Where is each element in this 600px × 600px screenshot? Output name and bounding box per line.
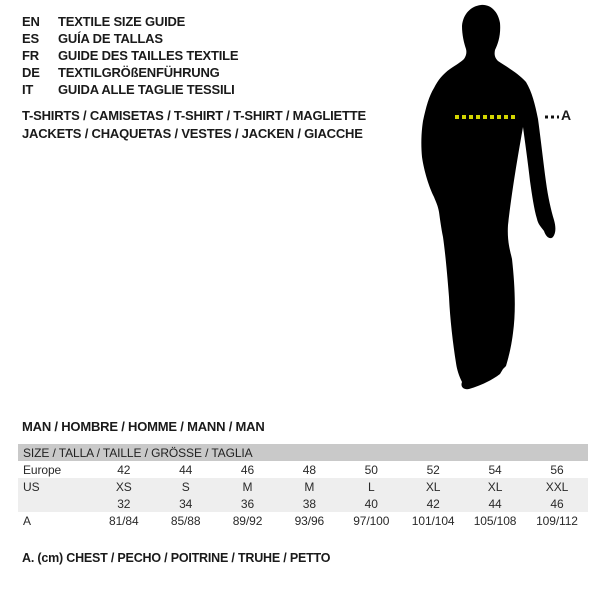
size-value: 50: [364, 462, 378, 477]
size-value: 81/84: [109, 513, 139, 528]
size-value: 46: [550, 496, 564, 511]
language-code: ES: [22, 31, 39, 46]
language-row: [22, 64, 238, 81]
size-value: 54: [488, 462, 502, 477]
size-value: 105/108: [473, 513, 517, 528]
language-code: IT: [22, 82, 34, 97]
size-value: XS: [115, 479, 132, 494]
size-table-header: SIZE / TALLA / TAILLE / GRÖSSE / TAGLIA: [18, 444, 588, 461]
language-title: GUIDE DES TAILLES TEXTILE: [58, 48, 239, 63]
row-label: A: [23, 513, 31, 528]
row-label: US: [23, 479, 40, 494]
size-table-header-row: [18, 444, 588, 461]
size-value: XXL: [545, 479, 569, 494]
size-value: 97/100: [353, 513, 390, 528]
size-value: 36: [240, 496, 255, 511]
row-label: Europe: [23, 462, 62, 477]
size-value: 85/88: [170, 513, 201, 528]
size-value: 40: [364, 496, 378, 511]
size-value: 44: [179, 462, 193, 477]
row-label: [18, 495, 93, 512]
size-value: 101/104: [411, 513, 455, 528]
measurement-figure: [395, 0, 600, 400]
size-value: 42: [117, 462, 131, 477]
language-row: [22, 30, 238, 47]
language-code: FR: [22, 48, 39, 63]
size-value: M: [304, 479, 315, 494]
language-code: DE: [22, 65, 40, 80]
size-value: 109/112: [536, 513, 578, 528]
size-value: S: [181, 479, 190, 494]
size-value: XL: [487, 479, 503, 494]
language-title: TEXTILE SIZE GUIDE: [58, 14, 186, 29]
size-table: [18, 444, 588, 529]
language-title: GUÍA DE TALLAS: [58, 31, 163, 46]
size-value: 93/96: [294, 513, 325, 528]
size-table-row: [18, 461, 588, 478]
size-table-body: [18, 444, 588, 529]
language-row: [22, 81, 238, 98]
size-value: 38: [302, 496, 316, 511]
size-value: 89/92: [232, 513, 263, 528]
measure-label-a: A: [561, 107, 572, 123]
section-heading-man: MAN / HOMBRE / HOMME / MANN / MAN: [22, 419, 265, 434]
man-silhouette-path: [421, 5, 555, 389]
size-value: 44: [488, 496, 502, 511]
size-table-row: [18, 478, 588, 495]
language-list: [22, 13, 238, 98]
size-value: XL: [425, 479, 441, 494]
language-title: TEXTILGRÖßENFÜHRUNG: [58, 65, 220, 80]
size-value: 56: [550, 462, 564, 477]
language-title: GUIDA ALLE TAGLIE TESSILI: [58, 82, 235, 97]
size-value: 48: [302, 462, 316, 477]
chest-footnote: A. (cm) CHEST / PECHO / POITRINE / TRUHE / PETTO: [22, 551, 331, 565]
size-value: 52: [426, 462, 440, 477]
size-value: 46: [240, 462, 255, 477]
language-row: [22, 47, 238, 64]
size-table-row: [18, 495, 588, 512]
category-line-tshirts: T-SHIRTS / CAMISETAS / T-SHIRT / T-SHIRT / MAGLIETTE: [22, 108, 366, 123]
size-value: 34: [179, 496, 193, 511]
language-row: [22, 13, 238, 30]
size-value: 32: [117, 496, 131, 511]
category-lines: [22, 107, 366, 142]
size-table-row: [18, 512, 588, 529]
category-line-jackets: JACKETS / CHAQUETAS / VESTES / JACKEN / GIACCHE: [22, 125, 363, 141]
language-code: EN: [22, 14, 40, 29]
size-value: M: [242, 479, 253, 494]
size-value: 42: [426, 496, 440, 511]
man-silhouette: [395, 0, 600, 400]
size-value: L: [367, 479, 375, 494]
